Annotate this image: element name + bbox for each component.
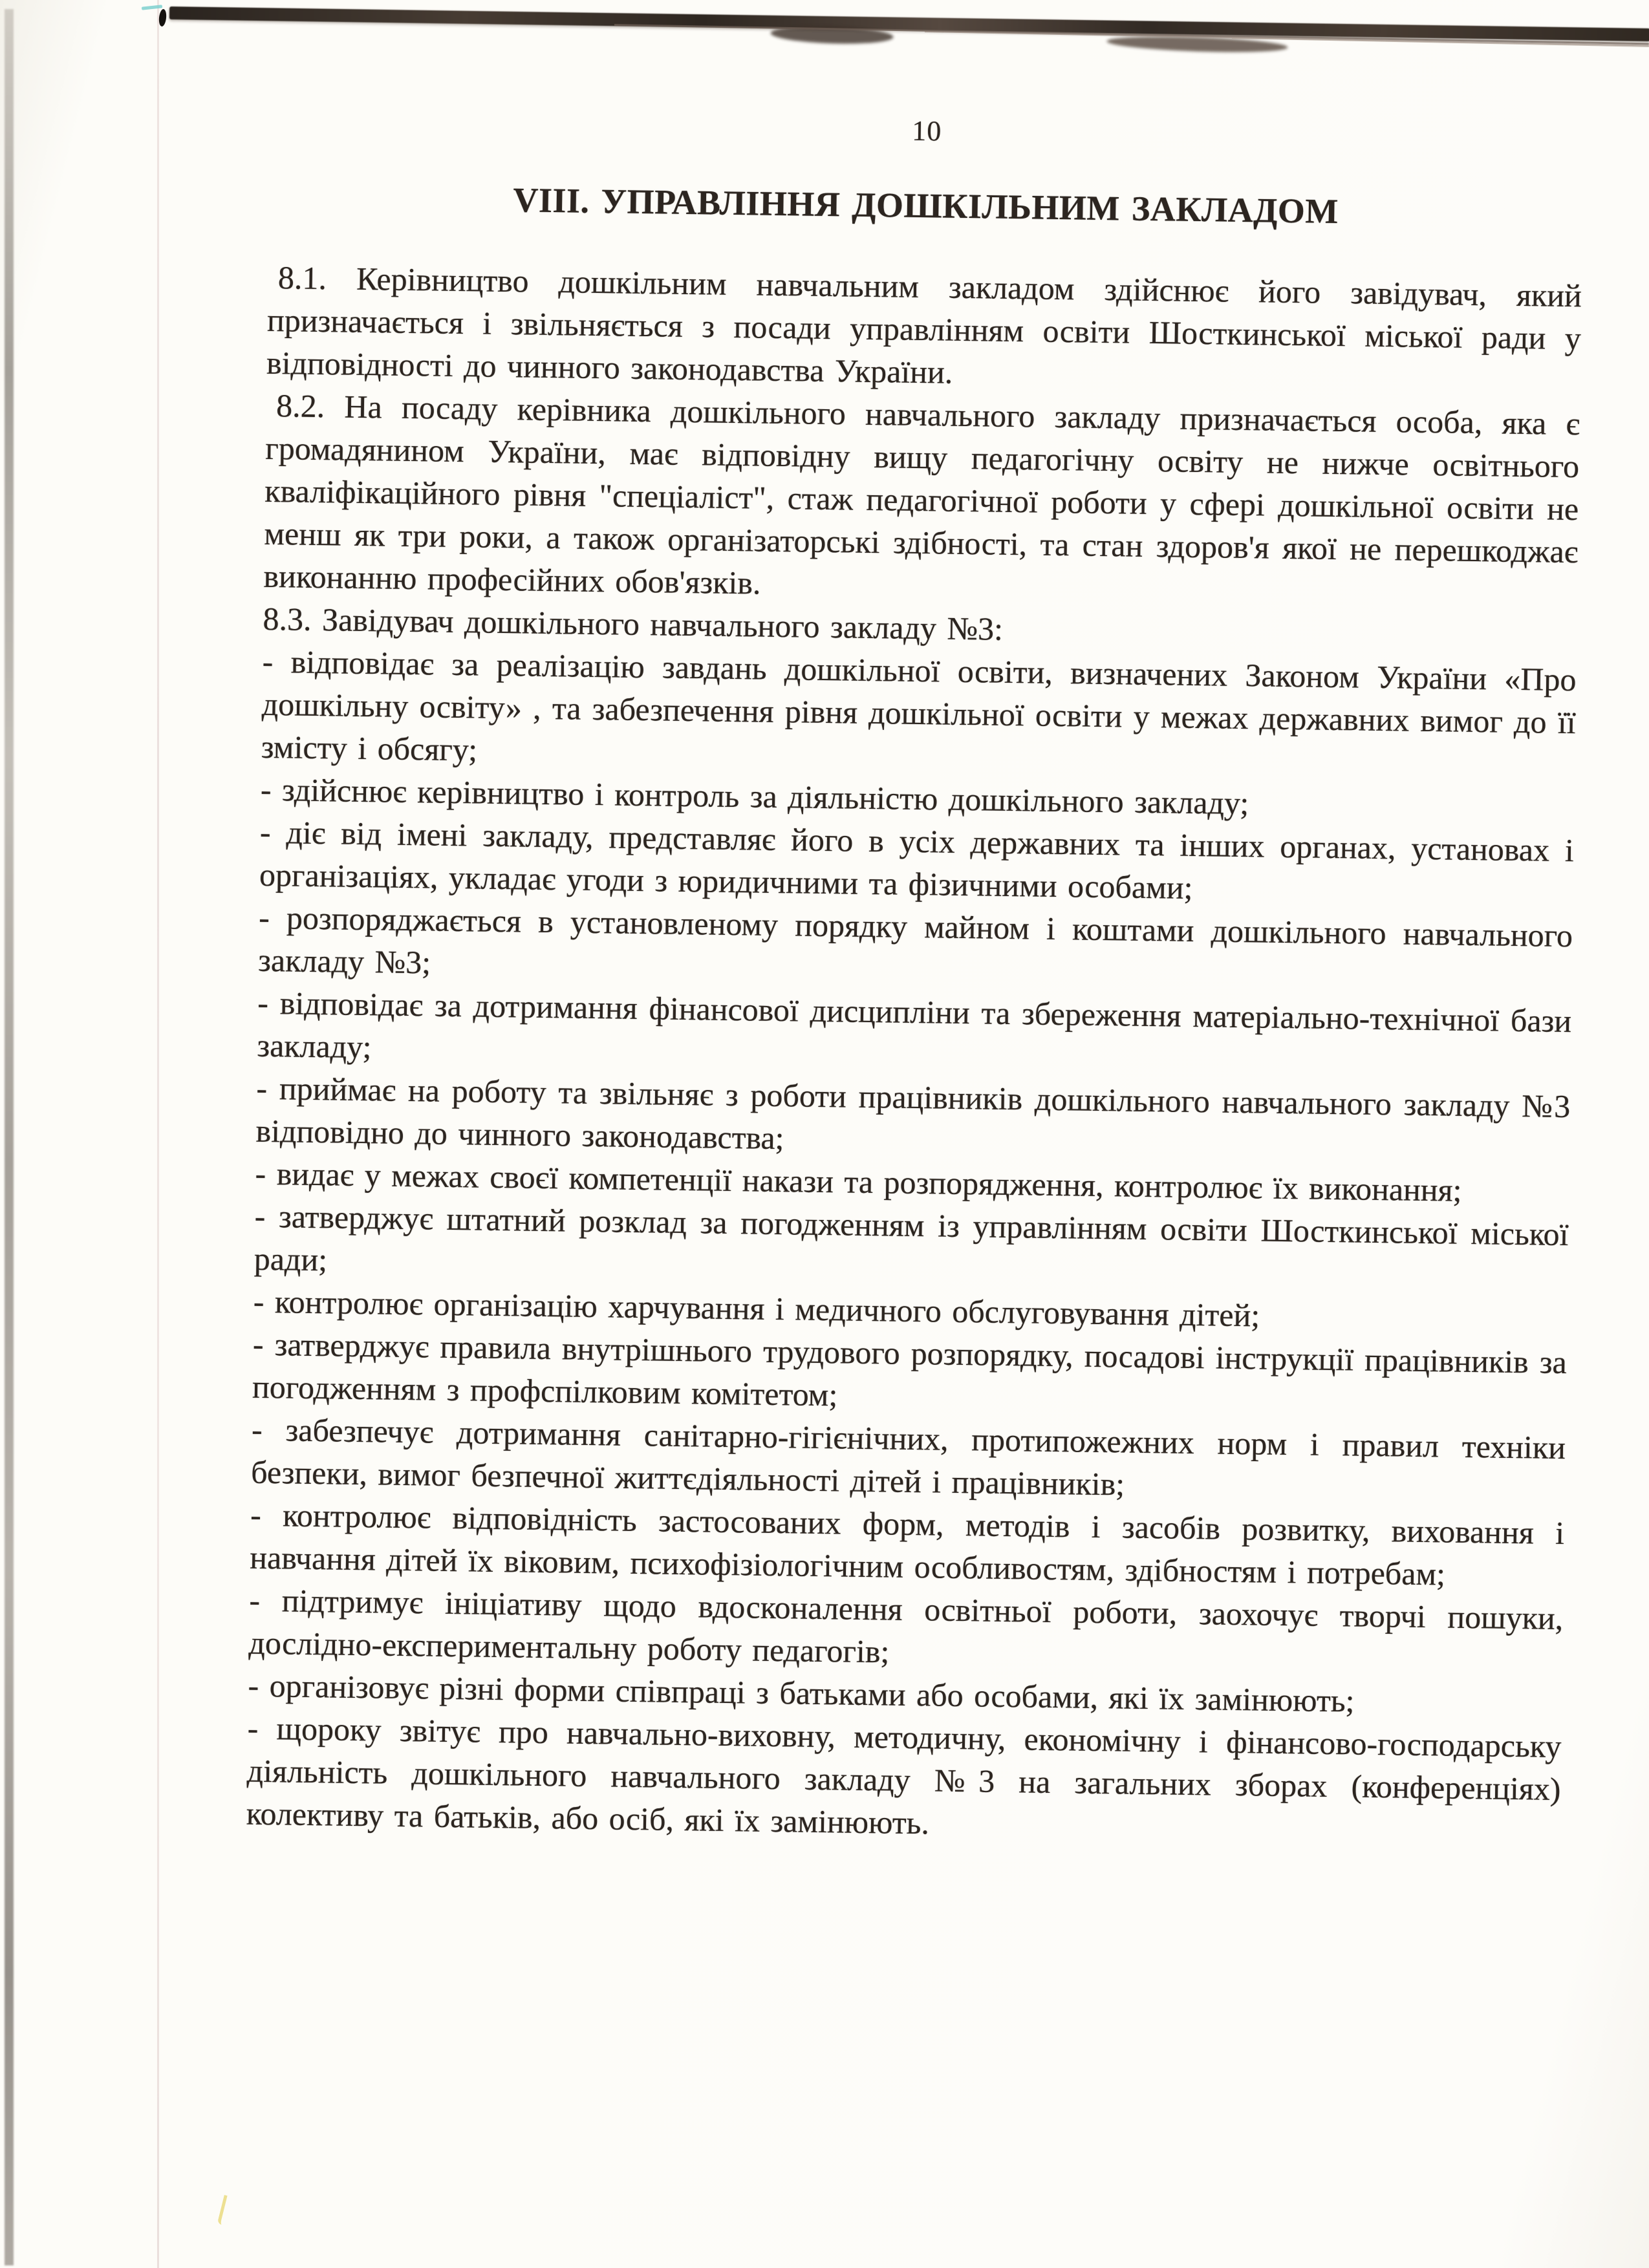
scan-artifact-yellow-mark xyxy=(217,2195,234,2226)
duty-item-11: - забезпечує дотримання санітарно-гігієнічних, протипожежних норм і правил техніки безпеки, вимог безпечної життєдіяльності дітей і працівників; xyxy=(250,1411,1566,1503)
paragraph-8-3: 8.3. Завідувач дошкільного навчального закладу №3: xyxy=(263,600,1004,647)
scan-fold-line xyxy=(157,0,159,2268)
page-number: 10 xyxy=(911,114,942,147)
scan-artifact-teal-mark xyxy=(142,5,162,10)
duty-item-12: - контролює відповідність застосованих форм, методів і засобів розвитку, виховання і навчання дітей їх віковим, психофізіологічним особливостям, здібностям і потребам; xyxy=(249,1496,1565,1592)
paragraph-8-1: 8.1. Керівництво дошкільним навчальним закладом здійснює його завідувач, який призначається і звільняється з посади управлінням освіти Шосткинської міської ради у відповідності до чинного законодавства України. xyxy=(266,259,1582,390)
page-content xyxy=(246,101,1584,1853)
scan-edge-shadow xyxy=(5,9,14,2265)
duty-item-6: - приймає на роботу та звільняє з роботи працівників дошкільного навчального закладу №3 відповідно до чинного законодавства; xyxy=(255,1069,1571,1157)
duty-item-4: - розпоряджається в установленому порядку майном і коштами дошкільного навчального закладу №3; xyxy=(257,899,1573,981)
duty-item-13: - підтримує ініціативу щодо вдосконалення освітньої роботи, заохочує творчі пошуки, дослідно-експериментальну роботу педагогів; xyxy=(248,1581,1564,1670)
section-title: VIII. УПРАВЛІННЯ ДОШКІЛЬНИМ ЗАКЛАДОМ xyxy=(513,180,1339,231)
duty-item-5: - відповідає за дотримання фінансової дисципліни та збереження матеріально-технічної бази закладу; xyxy=(257,984,1572,1065)
scan-artifact-top-band xyxy=(169,6,1649,41)
duty-item-8: - затверджує штатний розклад за погодженням із управлінням освіти Шосткинської міської ради; xyxy=(253,1197,1569,1278)
duty-item-14: - організовує різні форми співпраці з батьками або особами, які їх замінюють; xyxy=(248,1667,1355,1719)
scan-artifact-ink-dot xyxy=(158,8,167,27)
duty-item-3: - діє від імені закладу, представляє його в усіх державних та інших органах, установах і організаціях, укладає угоди з юридичними та фізичними особами; xyxy=(259,813,1575,906)
duty-item-1: - відповідає за реалізацію завдань дошкільної освіти, визначених Законом України «Про дошкільну освіту» , та забезпечення рівня дошкільної освіти у межах державних вимог до її змісту і обсягу; xyxy=(261,643,1577,768)
duty-item-9: - контролює організацію харчування і медичного обслуговування дітей; xyxy=(253,1283,1260,1334)
duty-item-7: - видає у межах своєї компетенції накази та розпорядження, контролює їх виконання; xyxy=(255,1155,1462,1208)
duty-item-15: - щороку звітує про навчально-виховну, методичну, економічну і фінансово-господарську діяльність дошкільного навчального закладу №3 на загальних зборах (конференціях) колективу та батьків, або осіб, які їх замінюють. xyxy=(246,1709,1562,1841)
duty-item-10: - затверджує правила внутрішнього трудового розпорядку, посадові інструкції працівників за погодженням з профспілковим комітетом; xyxy=(252,1325,1568,1413)
paragraph-8-2: 8.2. На посаду керівника дошкільного навчального закладу призначається особа, яка є громадянином України, має відповідну вищу педагогічну освіту не нижче освітнього кваліфікаційного рівня "спеціаліст", стаж педагогічної роботи у сфері дошкільної освіти не менш як три роки, а також організаторські здібності, та стан здоров'я якої не перешкоджає виконанню професійних обов'язків. xyxy=(263,387,1580,601)
duty-item-2: - здійснює керівництво і контроль за діяльністю дошкільного закладу; xyxy=(260,771,1249,822)
